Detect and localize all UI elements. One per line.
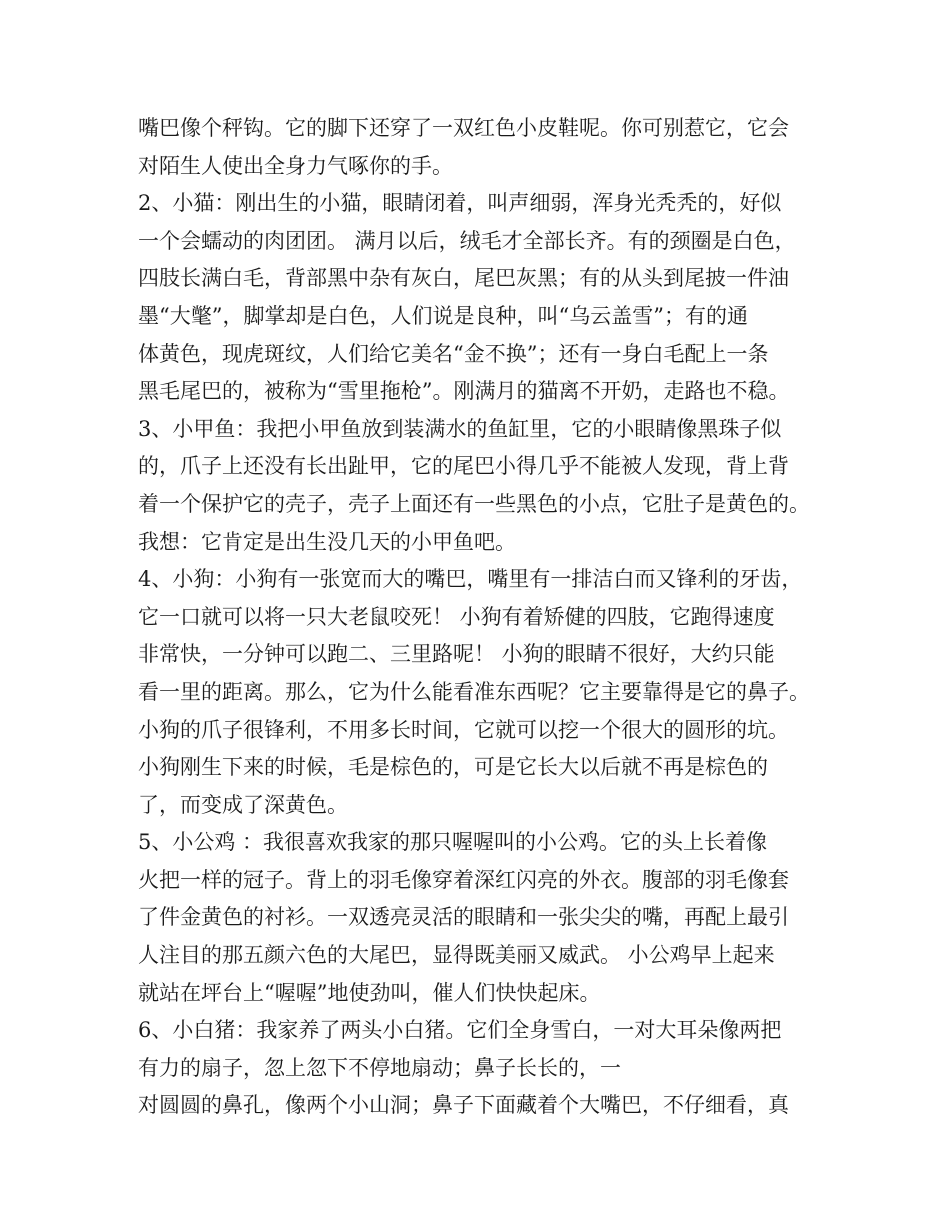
text-line: 人注目的那五颜六色的大尾巴，显得既美丽又威武。 小公鸡早上起来	[138, 943, 775, 968]
text-line: 黑毛尾巴的，被称为“雪里拖枪”。刚满月的猫离不开奶，走路也不稳。	[138, 379, 790, 404]
text-line: 5、小公鸡 ：我很喜欢我家的那只喔喔叫的小公鸡。它的头上长着像	[138, 830, 768, 855]
text-line: 4、小狗：小狗有一张宽而大的嘴巴，嘴里有一排洁白而又锋利的牙齿，	[138, 567, 803, 592]
text-line: 体黄色，现虎斑纹，人们给它美名“金不换”；还有一身白毛配上一条	[138, 341, 769, 366]
text-line: 墨“大氅”，脚掌却是白色，人们说是良种，叫“乌云盖雪”；有的通	[138, 303, 748, 328]
text-line: 的，爪子上还没有长出趾甲，它的尾巴小得几乎不能被人发现，背上背	[138, 454, 789, 479]
text-line: 四肢长满白毛，背部黑中杂有灰白，尾巴灰黑；有的从头到尾披一件油	[138, 266, 789, 291]
text-line: 就站在坪台上“喔喔”地使劲叫，催人们快快起床。	[138, 980, 601, 1005]
text-line: 小狗的爪子很锋利，不用多长时间，它就可以挖一个很大的圆形的坑。	[138, 717, 789, 742]
text-line: 它一口就可以将一只大老鼠咬死！ 小狗有着矫健的四肢，它跑得速度	[138, 604, 775, 629]
text-line: 有力的扇子，忽上忽下不停地扇动；鼻子长长的，一	[138, 1055, 621, 1080]
text-line: 了件金黄色的衬衫。一双透亮灵活的眼睛和一张尖尖的嘴，再配上最引	[138, 905, 789, 930]
text-line: 6、小白猪：我家养了两头小白猪。它们全身雪白，一对大耳朵像两把	[138, 1018, 782, 1043]
body-text	[138, 110, 828, 1125]
text-line: 对陌生人使出全身力气啄你的手。	[138, 153, 453, 178]
text-line: 火把一样的冠子。背上的羽毛像穿着深红闪亮的外衣。腹部的羽毛像套	[138, 867, 789, 892]
text-line: 了，而变成了深黄色。	[138, 792, 348, 817]
text-line: 对圆圆的鼻孔，像两个小山洞；鼻子下面藏着个大嘴巴，不仔细看，真	[138, 1093, 789, 1118]
text-line: 一个会蠕动的肉团团。 满月以后，绒毛才全部长齐。有的颈圈是白色，	[138, 228, 796, 253]
text-line: 嘴巴像个秤钩。它的脚下还穿了一双红色小皮鞋呢。你可别惹它，它会	[138, 116, 789, 140]
text-line: 3、小甲鱼：我把小甲鱼放到装满水的鱼缸里，它的小眼睛像黑珠子似	[138, 416, 782, 441]
text-line: 小狗刚生下来的时候，毛是棕色的，可是它长大以后就不再是棕色的	[138, 755, 768, 780]
text-line: 看一里的距离。那么，它为什么能看准东西呢？它主要靠得是它的鼻子。	[138, 679, 810, 704]
text-line: 我想：它肯定是出生没几天的小甲鱼吧。	[138, 529, 516, 554]
text-line: 非常快，一分钟可以跑二、三里路呢！ 小狗的眼睛不很好，大约只能	[138, 642, 775, 667]
text-line: 着一个保护它的壳子，壳子上面还有一些黑色的小点，它肚子是黄色的。	[138, 491, 810, 516]
text-line: 2、小猫：刚出生的小猫，眼睛闭着，叫声细弱，浑身光秃秃的，好似	[138, 191, 782, 216]
